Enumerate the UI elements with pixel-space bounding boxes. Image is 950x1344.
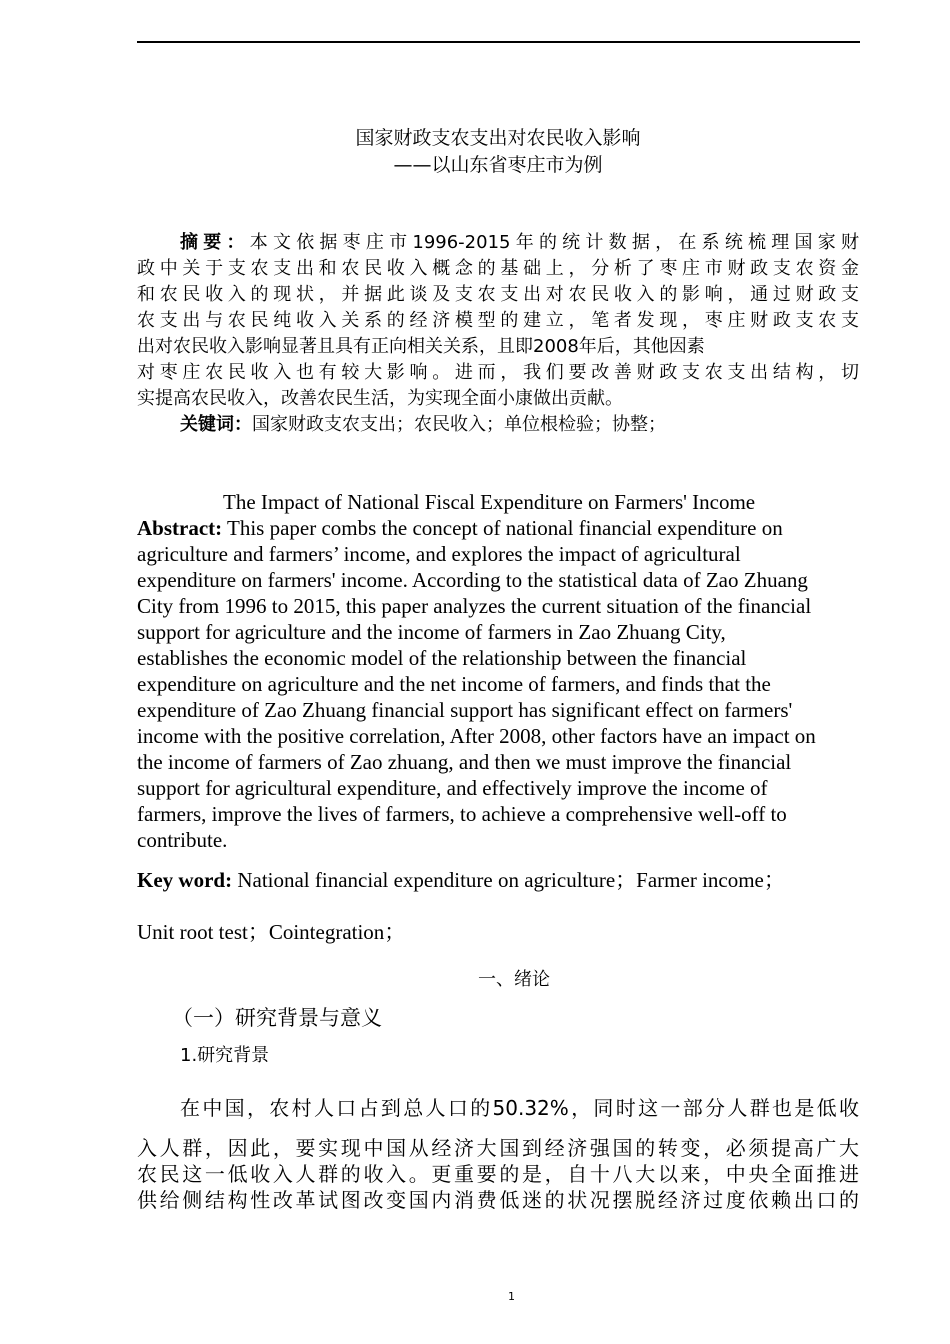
en-abstract-line: income with the positive correlation, After 2008, other factors have an impact on [137,724,816,748]
cn-abstract-line: 对枣庄农民收入也有较大影响。进而，我们要改善财政支农支出结构，切 [137,362,859,383]
en-abstract-line: agriculture and farmers’ income, and explores the impact of agricultural [137,542,741,566]
en-abstract-line: contribute. [137,828,228,852]
en-abstract-line: expenditure on farmers' income. According to the statistical data of Zao Zhuang [137,568,808,592]
cn-abstract-label: 摘要： [180,232,250,253]
subsection-heading: （一）研究背景与意义 [172,1006,382,1030]
body-line: 供给侧结构性改革试图改变国内消费低迷的状况摆脱经济过度依赖出口的 [137,1188,859,1212]
title-line-1: 国家财政支农支出对农民收入影响 [355,127,641,149]
subsubsection-heading: 1.研究背景 [180,1045,270,1066]
en-keywords: Key word: National financial expenditure on agriculture；Farmer income； [137,868,785,892]
body-line: 入人群，因此，要实现中国从经济大国到经济强国的转变，必须提高广大 [137,1136,859,1160]
page-number: 1 [508,1290,515,1303]
header-rule [137,41,860,43]
cn-abstract-line: 政中关于支农支出和农民收入概念的基础上，分析了枣庄市财政支农资金 [137,258,859,279]
en-abstract-line: farmers, improve the lives of farmers, to achieve a comprehensive well-off to [137,802,787,826]
section-heading: 一、绪论 [478,969,550,990]
en-abstract-line: expenditure of Zao Zhuang financial support has significant effect on farmers' [137,698,793,722]
body-line: 在中国，农村人口占到总人口的50.32%，同时这一部分人群也是低收 [180,1096,859,1120]
en-abstract-line: the income of farmers of Zao zhuang, and then we must improve the financial [137,750,792,774]
cn-abstract-line: 出对农民收入影响显著且具有正向相关关系，且即2008年后，其他因素 [137,336,705,357]
cn-keywords: 关键词：国家财政支农支出；农民收入；单位根检验；协整； [180,414,666,435]
en-abstract-line: support for agriculture and the income of farmers in Zao Zhuang City, [137,620,726,644]
en-keywords-line-2: Unit root test；Cointegration； [137,920,406,944]
cn-abstract-line: 和农民收入的现状，并据此谈及支农支出对农民收入的影响，通过财政支 [137,284,859,305]
en-abstract-line: establishes the economic model of the relationship between the financial [137,646,747,670]
en-abstract-line: Abstract: This paper combs the concept of national financial expenditure on [137,516,783,540]
cn-abstract-line: 实提高农民收入，改善农民生活，为实现全面小康做出贡献。 [137,388,623,409]
body-line: 农民这一低收入人群的收入。更重要的是，自十八大以来，中央全面推进 [137,1162,859,1186]
title-line-2: ——以山东省枣庄市为例 [393,154,603,176]
en-abstract-line: City from 1996 to 2015, this paper analyzes the current situation of the financial [137,594,812,618]
cn-abstract-line: 农支出与农民纯收入关系的经济模型的建立，笔者发现，枣庄财政支农支 [137,310,859,331]
cn-abstract-line: 摘要：本文依据枣庄市1996-2015年的统计数据，在系统梳理国家财 [180,232,859,253]
en-abstract-line: support for agricultural expenditure, and effectively improve the income of [137,776,768,800]
en-title: The Impact of National Fiscal Expenditure on Farmers' Income [223,490,756,514]
en-abstract-line: expenditure on agriculture and the net income of farmers, and finds that the [137,672,771,696]
